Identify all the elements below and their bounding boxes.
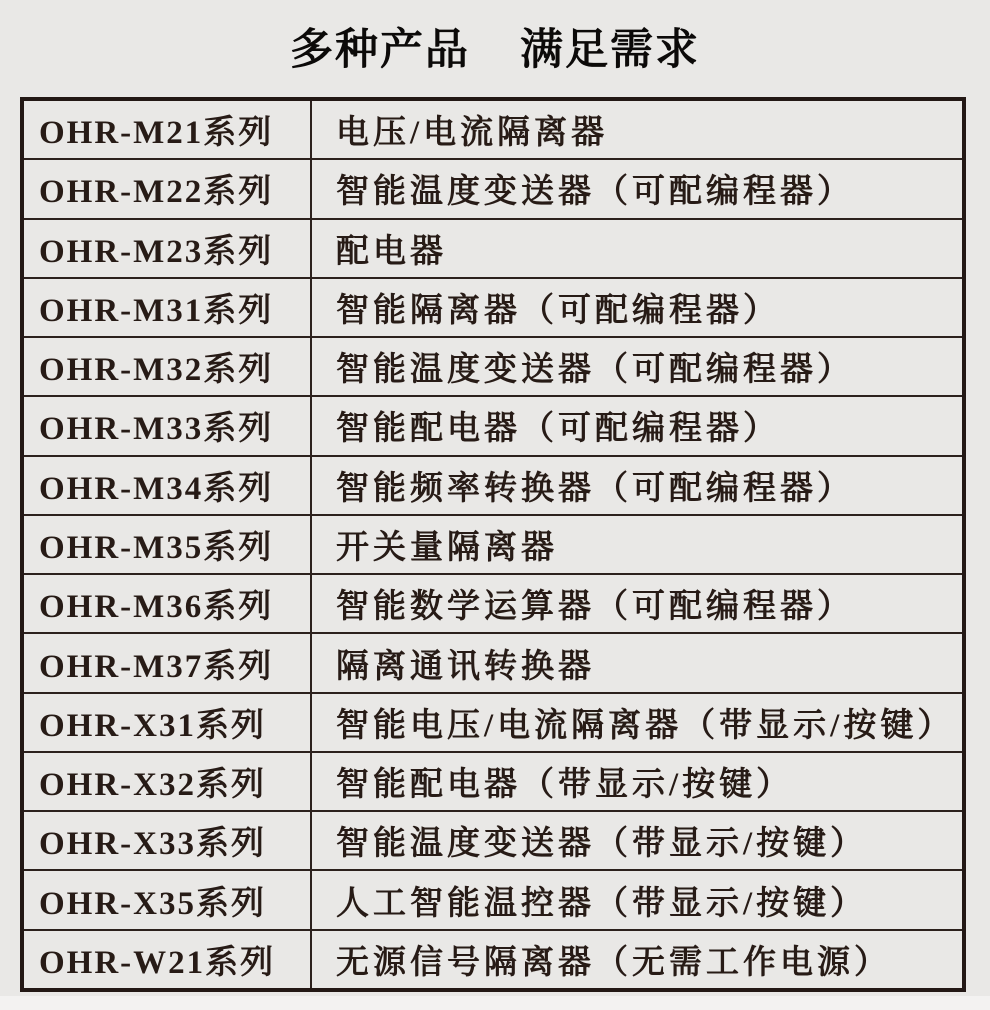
series-description-cell: 智能配电器（可配编程器） (336, 411, 780, 448)
table-row (24, 575, 962, 634)
page-title-left: 多种产品 (290, 26, 470, 74)
table-row (24, 101, 962, 160)
series-description-cell: 电压/电流隔离器 (336, 115, 609, 152)
series-description-cell: 开关量隔离器 (336, 529, 558, 566)
series-description-cell: 智能电压/电流隔离器（带显示/按键） (336, 707, 955, 744)
series-name-cell: OHR-M22系列 (24, 160, 312, 217)
table-row (24, 871, 962, 930)
series-description-cell: 智能温度变送器（可配编程器） (336, 352, 854, 389)
series-name-cell: OHR-M21系列 (24, 101, 312, 158)
table-row (24, 279, 962, 338)
series-name-cell: OHR-M37系列 (24, 634, 312, 691)
series-name-cell: OHR-M23系列 (24, 220, 312, 277)
product-series-table (20, 97, 966, 992)
series-description-cell: 配电器 (336, 233, 447, 270)
series-description-cell: 隔离通讯转换器 (336, 648, 595, 685)
table-row (24, 397, 962, 456)
table-row (24, 694, 962, 753)
series-description-cell: 智能配电器（带显示/按键） (336, 767, 794, 804)
series-description-cell: 智能隔离器（可配编程器） (336, 292, 780, 329)
series-description-cell: 智能温度变送器（带显示/按键） (336, 826, 868, 863)
page-title-right: 满足需求 (520, 26, 700, 74)
series-description-cell: 人工智能温控器（带显示/按键） (336, 885, 868, 922)
series-name-cell: OHR-M36系列 (24, 575, 312, 632)
table-row (24, 338, 962, 397)
bottom-page-strip (0, 996, 990, 1010)
page-title (0, 27, 990, 74)
table-row (24, 457, 962, 516)
series-description-cell: 智能温度变送器（可配编程器） (336, 174, 854, 211)
series-name-cell: OHR-X33系列 (24, 812, 312, 869)
series-name-cell: OHR-M35系列 (24, 516, 312, 573)
series-name-cell: OHR-M34系列 (24, 457, 312, 514)
series-name-cell: OHR-X32系列 (24, 753, 312, 810)
series-name-cell: OHR-M32系列 (24, 338, 312, 395)
table-row (24, 516, 962, 575)
series-name-cell: OHR-W21系列 (24, 931, 312, 988)
table-row (24, 220, 962, 279)
series-name-cell: OHR-M33系列 (24, 397, 312, 454)
series-name-cell: OHR-M31系列 (24, 279, 312, 336)
series-description-cell: 智能数学运算器（可配编程器） (336, 589, 854, 626)
series-name-cell: OHR-X35系列 (24, 871, 312, 928)
table-row (24, 931, 962, 988)
series-description-cell: 无源信号隔离器（无需工作电源） (336, 944, 891, 981)
table-row (24, 753, 962, 812)
table-row (24, 812, 962, 871)
table-row (24, 634, 962, 693)
table-row (24, 160, 962, 219)
series-description-cell: 智能频率转换器（可配编程器） (336, 470, 854, 507)
series-name-cell: OHR-X31系列 (24, 694, 312, 751)
